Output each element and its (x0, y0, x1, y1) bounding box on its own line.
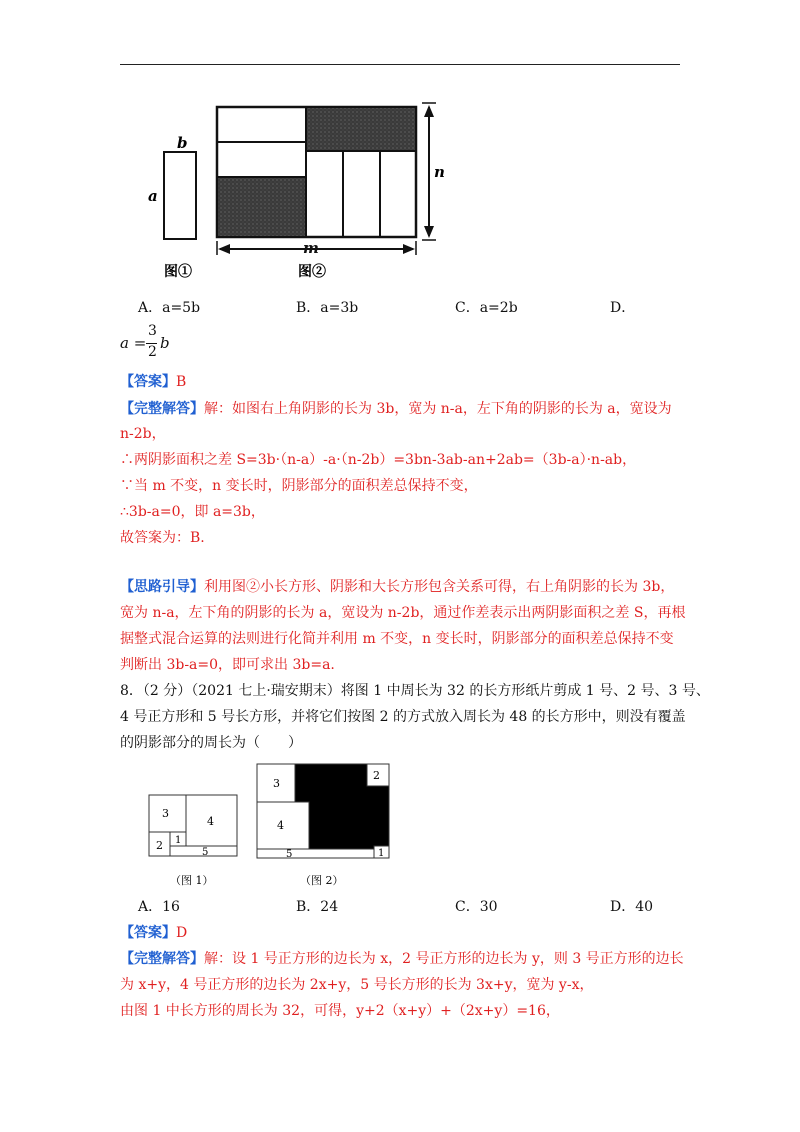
q7-figure (140, 95, 460, 290)
q8-fig2-piece3: 3 (273, 777, 280, 790)
q8-option-b: B．24 (296, 899, 339, 915)
fig2-bottom-left-shade (217, 177, 306, 237)
q8-answer (120, 923, 187, 943)
answer-tag: 【答案】 (120, 925, 176, 941)
formula-rhs: b (160, 334, 170, 352)
solution-tag: 【完整解答】 (120, 401, 204, 417)
q7-option-a: A．a=5b (138, 300, 201, 316)
q8-fig2-piece4: 4 (277, 819, 284, 832)
q7-option-b: B．a=3b (296, 300, 359, 316)
formula-denominator: 2 (148, 344, 157, 360)
q8-fig2-caption: （图 2） (300, 874, 344, 887)
fig1-label-b: b (177, 134, 188, 152)
fig1-rectangle (164, 152, 196, 239)
solution-tag: 【完整解答】 (120, 951, 204, 967)
formula-numerator: 3 (148, 323, 157, 339)
solution-text: 解：设 1 号正方形的边长为 x，2 号正方形的边长为 y，则 3 号正方形的边长 (204, 951, 684, 967)
q8-fig1-piece1: 1 (175, 835, 182, 846)
fig2-label-n: n (434, 163, 445, 181)
q8-option-a: A．16 (138, 899, 180, 915)
header-rule (120, 64, 680, 65)
fig2-caption: 图② (298, 264, 326, 280)
q8-fig2-piece1: 1 (378, 848, 385, 859)
formula-lhs: a = (120, 334, 147, 352)
q7-solution-line6: 故答案为：B. (120, 530, 205, 546)
hint-tag: 【思路引导】 (120, 579, 204, 595)
q8-solution-line2: 为 x+y，4 号正方形的边长为 2x+y，5 号长方形的长为 3x+y，宽为 y-x， (120, 977, 594, 993)
fig2-top-right-shade (306, 107, 416, 151)
q8-question-line3: 的阴影部分的周长为（ ） (120, 735, 302, 751)
q7-hint-line4: 判断出 3b-a=0，即可求出 3b=a. (120, 657, 335, 673)
q8-fig2-piece5: 5 (286, 849, 293, 860)
q8-question-line1: 8．（2 分）（2021 七上·瑞安期末）将图 1 中周长为 32 的长方形纸片剪成 1 号、2 号、3 号、 (120, 683, 710, 699)
q7-hint-line3: 据整式混合运算的法则进行化简并利用 m 不变，n 变长时，阴影部分的面积差总保持不变 (120, 631, 674, 647)
solution-text: 解：如图右上角阴影的长为 3b，宽为 n-a，左下角的阴影的长为 a，宽设为 (204, 401, 672, 417)
q8-figures (140, 755, 400, 895)
q7-solution-line3: ∴两阴影面积之差 S=3b·（n-a）-a·（n-2b）=3bn-3ab-an+2ab=（3b-a）·n-ab， (120, 452, 637, 468)
fig1-caption: 图① (164, 264, 192, 280)
q7-hint-line2: 宽为 n-a，左下角的阴影的长为 a，宽设为 n-2b，通过作差表示出两阴影面积之差 S，再根 (120, 605, 686, 621)
q8-question-line2: 4 号正方形和 5 号长方形，并将它们按图 2 的方式放入周长为 48 的长方形中，则没有覆盖 (120, 709, 686, 725)
fig2-label-m: m (303, 239, 319, 257)
q7-option-d: D． (610, 300, 636, 316)
q8-fig1-caption: （图 1） (170, 874, 214, 887)
fig1-label-a: a (148, 187, 158, 205)
q8-fig2-piece5-box (257, 849, 374, 858)
q7-solution-line4: ∵当 m 不变，n 变长时，阴影部分的面积差总保持不变， (120, 478, 478, 494)
answer-value: D (176, 925, 188, 941)
q8-fig2-piece2: 2 (373, 769, 380, 782)
q8-option-d: D．40 (610, 899, 654, 915)
q7-solution-line2: n-2b， (120, 426, 166, 442)
q8-fig1-piece4: 4 (207, 815, 214, 828)
q8-fig1-piece3: 3 (162, 807, 169, 820)
q8-option-c: C．30 (455, 899, 498, 915)
q7-hint-line1 (120, 577, 674, 597)
q8-solution-line1 (120, 949, 684, 969)
q7-solution-line1 (120, 399, 672, 419)
q8-fig1-piece2: 2 (156, 839, 163, 852)
q7-answer (120, 372, 186, 392)
q7-solution-line5: ∴3b-a=0，即 a=3b， (120, 504, 265, 520)
q8-solution-line3: 由图 1 中长方形的周长为 32，可得，y+2（x+y）+（2x+y）=16， (120, 1003, 560, 1019)
answer-tag: 【答案】 (120, 374, 176, 390)
q7-option-c: C．a=2b (455, 300, 518, 316)
hint-text: 利用图②小长方形、阴影和大长方形包含关系可得，右上角阴影的长为 3b， (204, 579, 675, 595)
answer-value: B (176, 374, 187, 390)
q8-fig1-piece5: 5 (202, 847, 209, 858)
